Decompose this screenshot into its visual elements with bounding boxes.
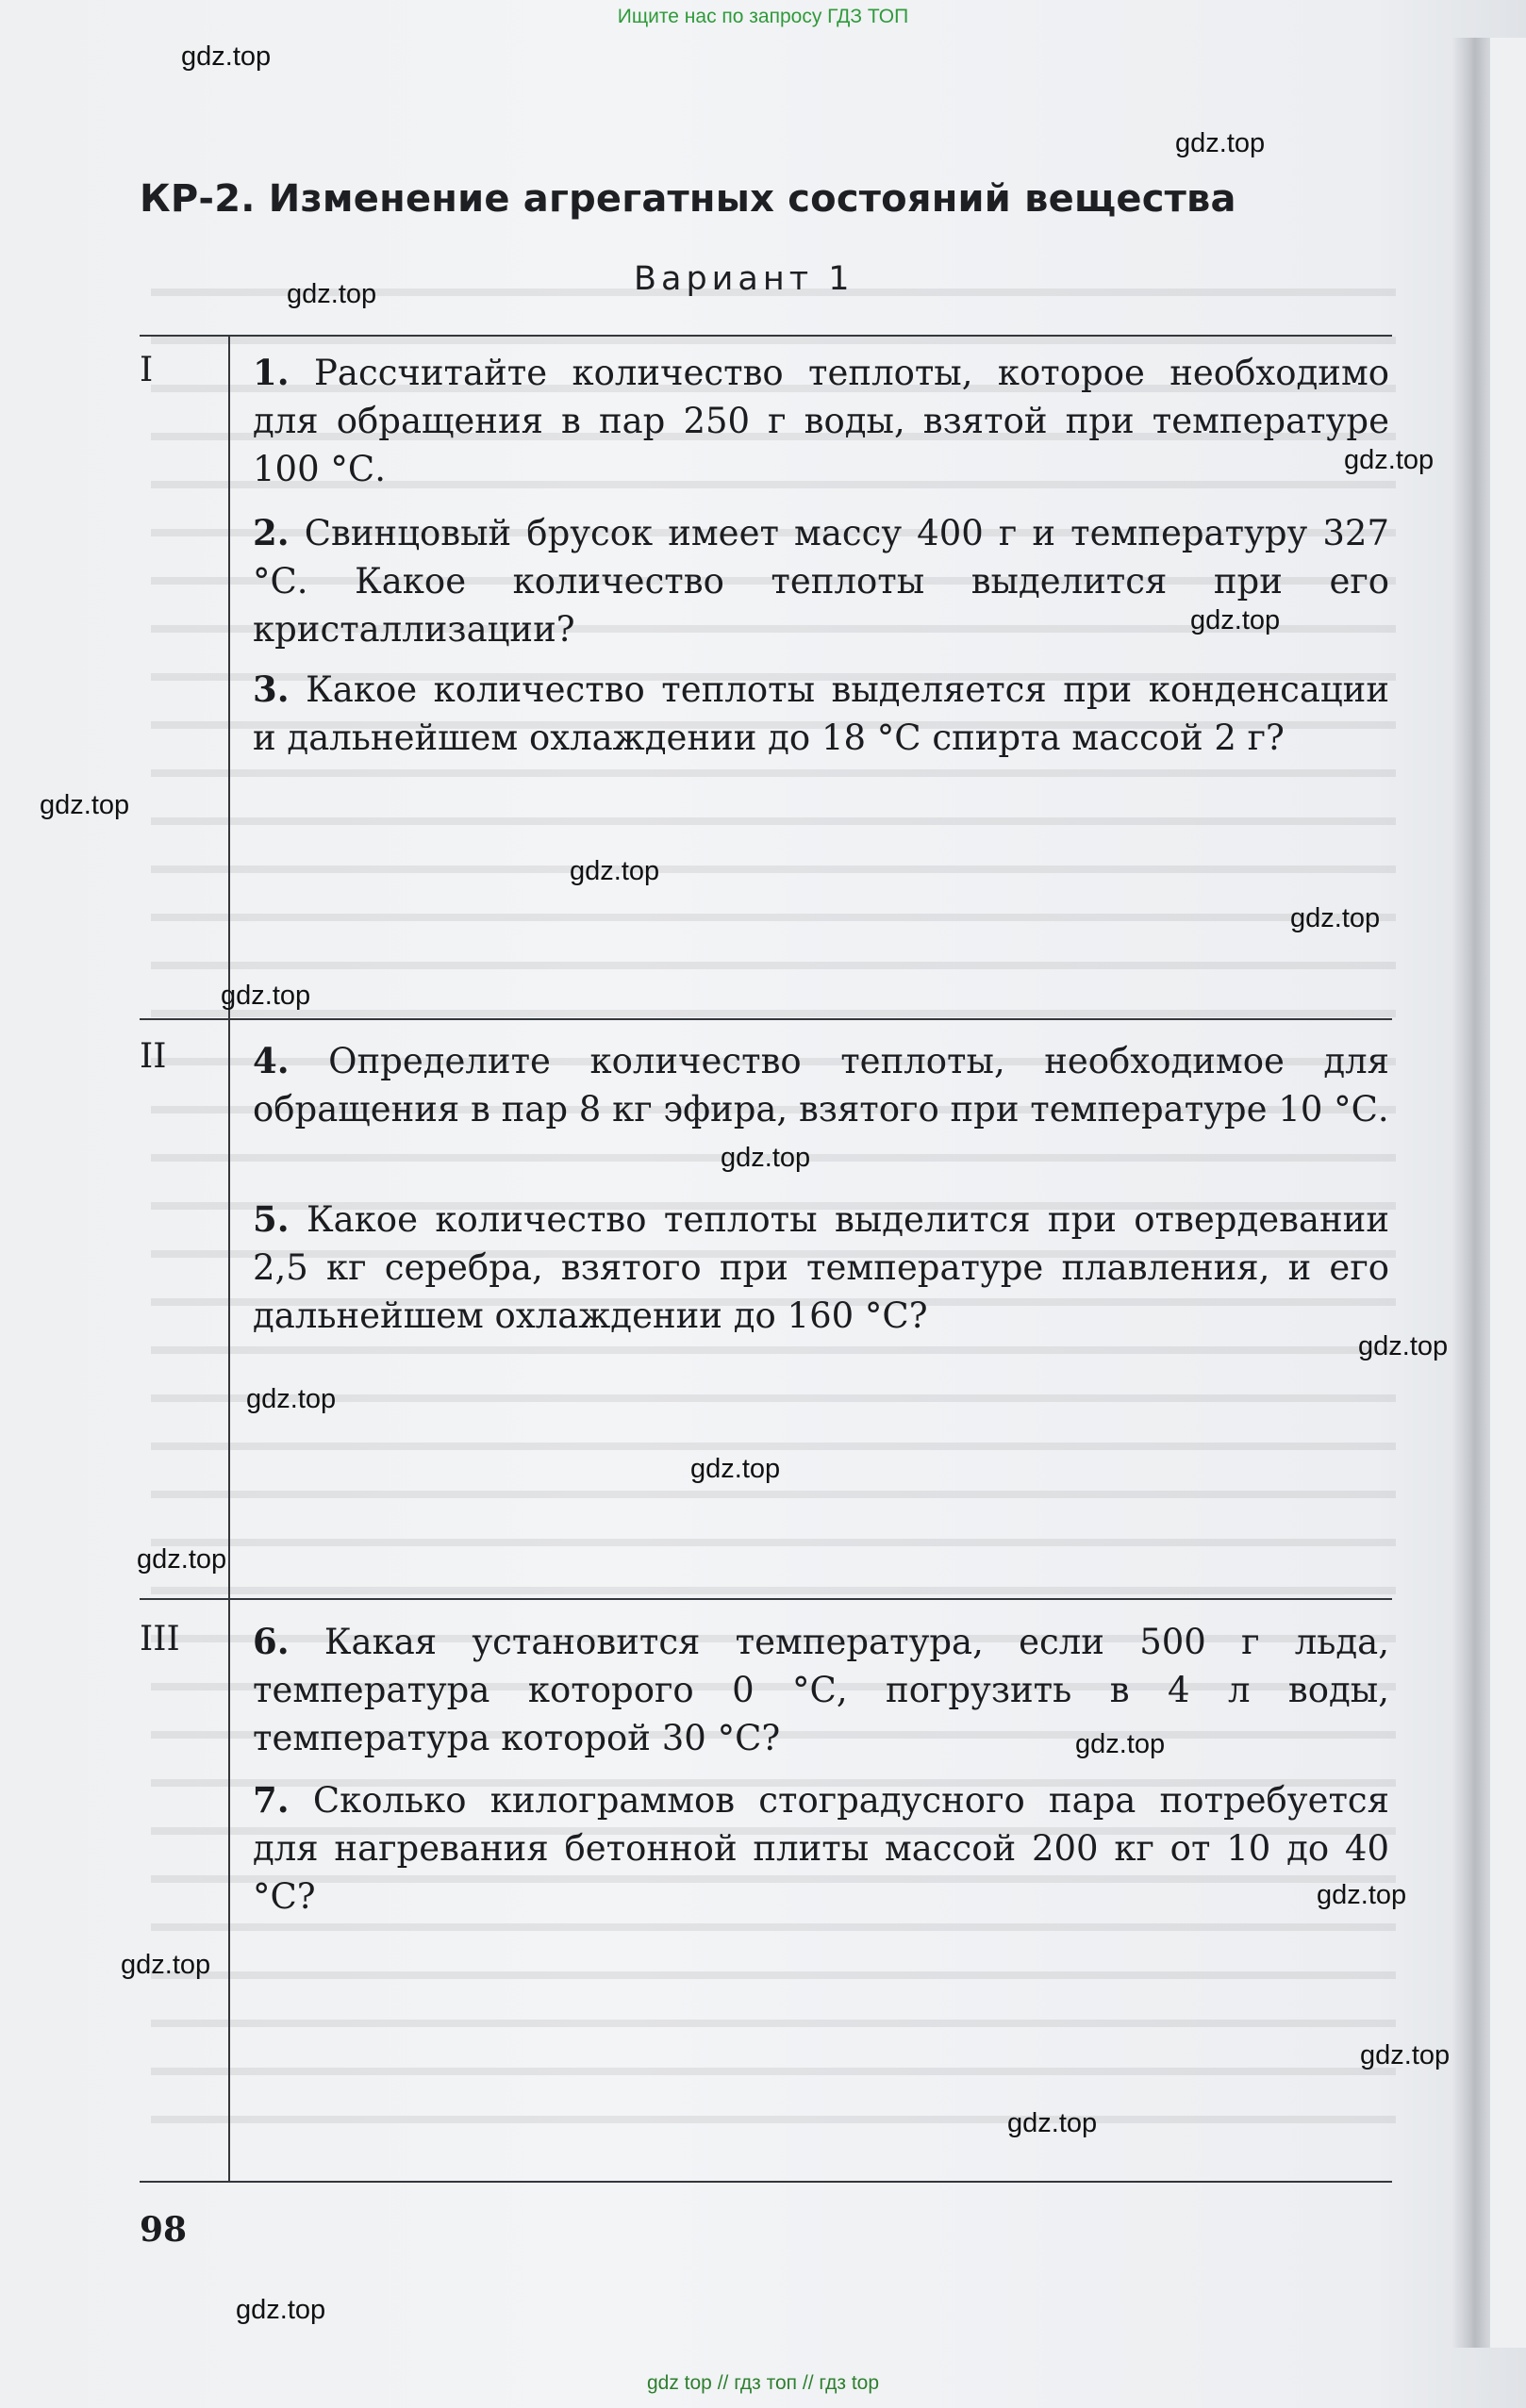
task-number: 4. xyxy=(253,1040,290,1081)
task-7 xyxy=(253,1776,1389,1921)
table-bottom-rule xyxy=(140,2181,1392,2183)
watermark: gdz.top xyxy=(287,279,377,309)
task-text: Определите количество теплоты, необходимое для обращения в пар 8 кг эфира, взятого при температуре 10 °С. xyxy=(253,1041,1390,1130)
level-label-2: II xyxy=(140,1037,167,1076)
task-text: Рассчитайте количество теплоты, которое необходимо для обращения в пар 250 г воды, взятой при температуре 100 °С. xyxy=(253,353,1389,489)
watermark: gdz.top xyxy=(721,1143,811,1173)
watermark: gdz.top xyxy=(221,981,311,1011)
watermark: gdz.top xyxy=(1075,1729,1166,1759)
variant-heading: Вариант 1 xyxy=(634,260,854,298)
task-number: 3. xyxy=(253,668,290,710)
watermark: gdz.top xyxy=(1360,2040,1451,2070)
task-text: Какое количество теплоты выделится при отвердевании 2,5 кг серебра, взятого при температуре плавления, и его дальнейшем охлаждении до 160 °С? xyxy=(253,1199,1389,1336)
table-row-rule xyxy=(140,1598,1392,1600)
task-number: 7. xyxy=(253,1779,290,1821)
task-3 xyxy=(253,666,1389,762)
watermark: gdz.top xyxy=(1190,605,1281,635)
task-number: 5. xyxy=(253,1198,290,1240)
task-6 xyxy=(253,1618,1389,1762)
watermark: gdz.top xyxy=(121,1950,211,1980)
top-banner-link[interactable]: Ищите нас по запросу ГДЗ ТОП xyxy=(617,6,909,27)
watermark: gdz.top xyxy=(40,790,130,820)
task-4 xyxy=(253,1037,1389,1133)
task-5 xyxy=(253,1196,1389,1340)
watermark: gdz.top xyxy=(1175,128,1266,158)
watermark: gdz.top xyxy=(690,1454,781,1484)
watermark: gdz.top xyxy=(236,2295,326,2325)
task-number: 1. xyxy=(253,352,290,393)
task-text: Какая установится температура, если 500 г льда, температура которого 0 °С, погрузить в 4 л воды, температура которой 30 °С? xyxy=(253,1622,1389,1758)
watermark: gdz.top xyxy=(246,1384,337,1414)
watermark: gdz.top xyxy=(181,41,272,72)
task-number: 6. xyxy=(253,1621,290,1662)
watermark: gdz.top xyxy=(1344,445,1435,475)
task-number: 2. xyxy=(253,512,290,553)
watermark: gdz.top xyxy=(137,1544,227,1575)
watermark: gdz.top xyxy=(1007,2108,1098,2138)
task-1 xyxy=(253,349,1389,493)
level-label-1: I xyxy=(140,351,154,389)
watermark: gdz.top xyxy=(570,856,660,886)
page-binding-shadow xyxy=(1452,38,1490,2348)
watermark: gdz.top xyxy=(1290,903,1381,933)
level-label-3: III xyxy=(140,1620,180,1658)
task-text: Какое количество теплоты выделяется при конденсации и дальнейшем охлаждении до 18 °С спирта массой 2 г? xyxy=(253,669,1389,758)
watermark: gdz.top xyxy=(1358,1331,1449,1361)
table-column-rule xyxy=(228,335,230,2183)
task-text: Сколько килограммов стоградусного пара потребуется для нагревания бетонной плиты массой 200 кг от 10 до 40 °С? xyxy=(253,1780,1389,1917)
table-row-rule xyxy=(140,1018,1392,1020)
page-edge xyxy=(1490,38,1526,2348)
watermark: gdz.top xyxy=(1317,1880,1407,1910)
bottom-banner-link[interactable]: gdz top // гдз топ // гдз top xyxy=(646,2372,880,2394)
table-top-rule xyxy=(140,335,1392,337)
page-title: КР-2. Изменение агрегатных состояний вещества xyxy=(140,177,1236,221)
task-text: Свинцовый брусок имеет массу 400 г и температуру 327 °С. Какое количество теплоты выделится при его кристаллизации? xyxy=(253,513,1389,650)
page-number: 98 xyxy=(140,2210,188,2250)
